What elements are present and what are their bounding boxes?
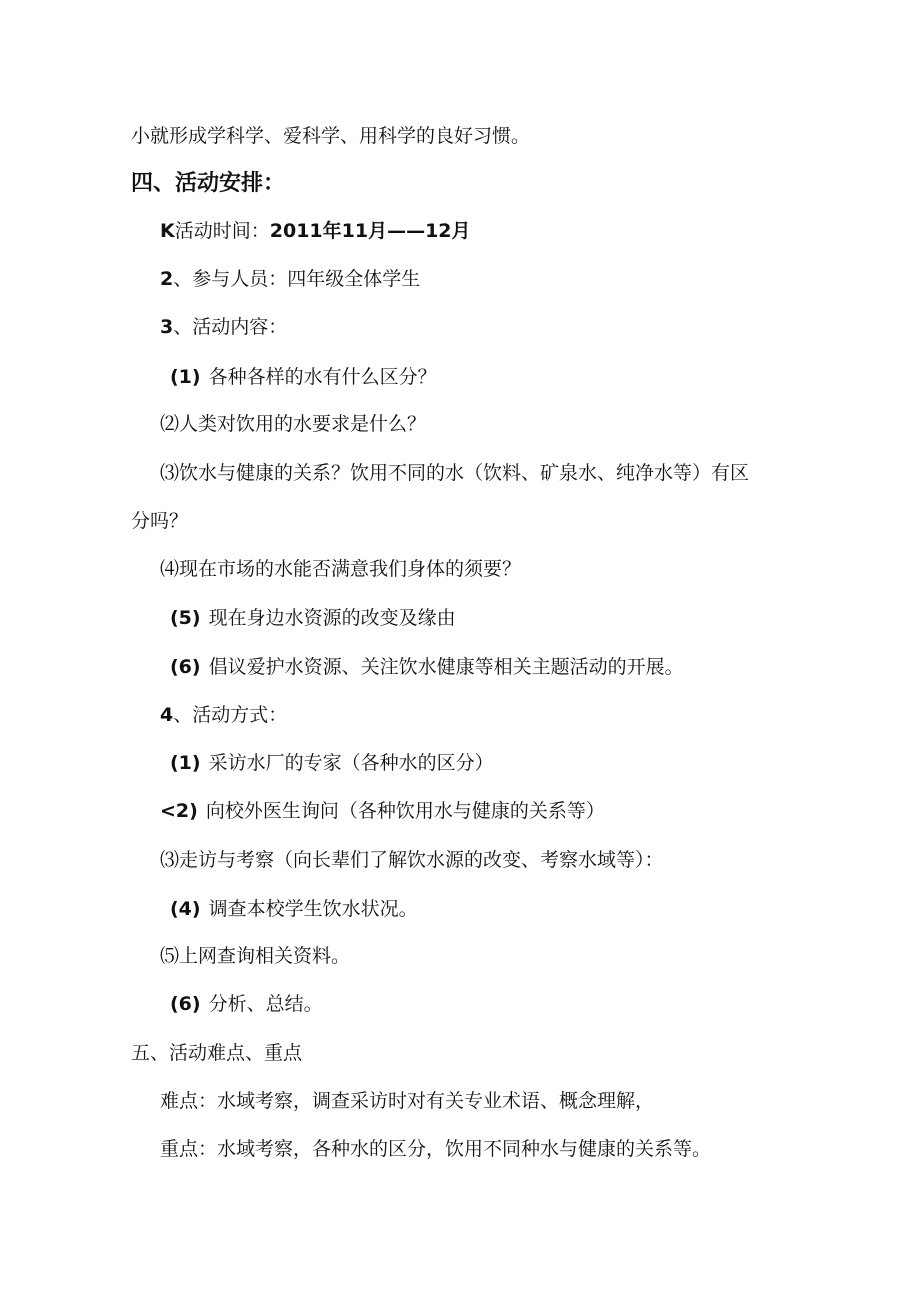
method-item-num: (6) bbox=[170, 993, 201, 1015]
content-item-num: ⑶ bbox=[160, 462, 180, 484]
activity-time-value: 2011年11月——12月 bbox=[269, 220, 471, 242]
method-item bbox=[170, 751, 494, 775]
content-item-text: 各种各样的水有什么区分？ bbox=[208, 366, 437, 388]
content-num: 3 bbox=[160, 316, 174, 338]
activity-time-num: K bbox=[160, 220, 175, 242]
activity-time bbox=[160, 219, 471, 243]
content-item-num: ⑷ bbox=[160, 558, 180, 580]
method-item-num: ⑶ bbox=[160, 849, 180, 871]
content-heading bbox=[160, 315, 287, 339]
method-item-text: 调查本校学生饮水状况。 bbox=[208, 898, 418, 920]
content-item-text: 饮水与健康的关系？饮用不同的水（饮料、矿泉水、纯净水等）有区 bbox=[179, 462, 750, 484]
method-label: 、活动方式： bbox=[173, 704, 288, 726]
method-item bbox=[170, 992, 323, 1016]
content-item-num: (6) bbox=[170, 656, 201, 678]
method-item-num: <2) bbox=[160, 800, 198, 822]
content-item-num: (1) bbox=[170, 366, 201, 388]
content-item bbox=[170, 606, 456, 630]
activity-time-label: 活动时间： bbox=[174, 220, 270, 242]
content-item-text: 现在市场的水能否满意我们身体的须要？ bbox=[179, 558, 522, 580]
content-item bbox=[160, 461, 749, 485]
content-item bbox=[160, 557, 521, 581]
content-item bbox=[170, 655, 684, 679]
method-item bbox=[170, 897, 418, 921]
content-item-text: 人类对饮用的水要求是什么？ bbox=[179, 413, 427, 435]
content-item-text: 倡议爱护水资源、关注饮水健康等相关主题活动的开展。 bbox=[208, 656, 684, 678]
focus-line: 重点：水域考察，各种水的区分，饮用不同种水与健康的关系等。 bbox=[160, 1138, 712, 1160]
section4-heading: 四、活动安排： bbox=[131, 171, 286, 196]
participants-num: 2 bbox=[160, 268, 174, 290]
content-item-text: 现在身边水资源的改变及缘由 bbox=[208, 607, 456, 629]
method-item-text: 上网查询相关资料。 bbox=[179, 945, 351, 967]
intro-line-end: 小就形成学科学、爱科学、用科学的良好习惯。 bbox=[131, 125, 531, 147]
method-item bbox=[160, 944, 350, 968]
method-item bbox=[160, 848, 664, 872]
method-heading bbox=[160, 703, 287, 727]
method-item-text: 分析、总结。 bbox=[208, 993, 323, 1015]
method-item bbox=[160, 799, 605, 823]
method-item-text: 走访与考察（向长辈们了解饮水源的改变、考察水域等）： bbox=[179, 849, 664, 871]
content-item bbox=[160, 412, 426, 436]
participants bbox=[160, 267, 420, 291]
content-item-num: ⑵ bbox=[160, 413, 180, 435]
method-item-num: ⑸ bbox=[160, 945, 180, 967]
method-item-num: (4) bbox=[170, 898, 201, 920]
content-label: 、活动内容： bbox=[173, 316, 288, 338]
content-item-num: (5) bbox=[170, 607, 201, 629]
participants-text: 、参与人员：四年级全体学生 bbox=[173, 268, 421, 290]
content-item-continuation: 分吗？ bbox=[131, 510, 189, 532]
difficulty-line: 难点：水域考察，调查采访时对有关专业术语、概念理解， bbox=[160, 1090, 655, 1112]
content-item bbox=[170, 365, 437, 389]
method-item-num: (1) bbox=[170, 752, 201, 774]
method-item-text: 采访水厂的专家（各种水的区分） bbox=[208, 752, 494, 774]
section5-heading: 五、活动难点、重点 bbox=[131, 1042, 303, 1064]
method-num: 4 bbox=[160, 704, 174, 726]
method-item-text: 向校外医生询问（各种饮用水与健康的关系等） bbox=[205, 800, 605, 822]
